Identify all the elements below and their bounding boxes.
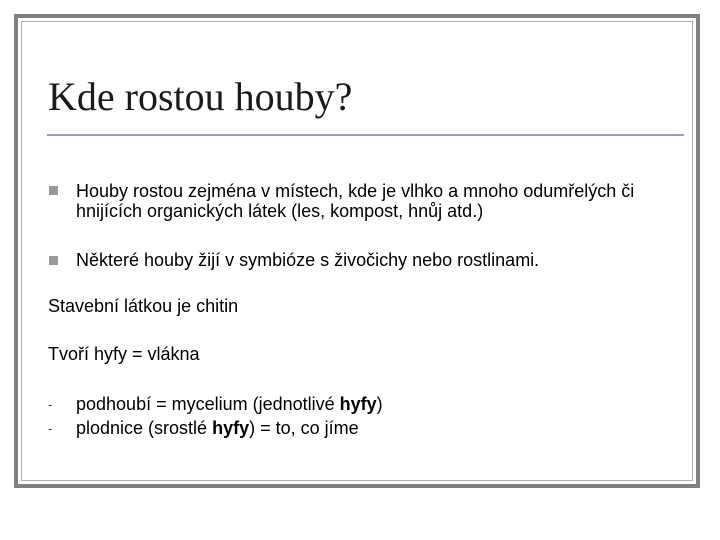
hyphae-line: Tvoří hyfy = vlákna <box>48 344 200 364</box>
bullet-text-2: Některé houby žijí v symbióze s živočichy nebo rostlinami. <box>76 250 540 270</box>
bullet-text-1: Houby rostou zejména v místech, kde je vlhko a mnoho odumřelých či hnijících organických látek (les, kompost, hnůj atd.) <box>76 181 635 221</box>
sub-item-bold: hyfy <box>339 394 377 414</box>
sub-item-text: podhoubí = mycelium (jednotlivé <box>76 394 340 414</box>
square-bullet-icon <box>49 256 58 265</box>
sub-item-bold: hyfy <box>212 418 250 438</box>
slide-title: Kde rostou houby? <box>48 74 353 119</box>
chitin-line: Stavební látkou je chitin <box>48 296 239 316</box>
title-underline <box>47 134 684 136</box>
dash-marker: - <box>48 421 53 436</box>
dash-marker: - <box>48 397 53 412</box>
sub-item-text: plodnice (srostlé <box>76 418 213 438</box>
sub-item-mycelium <box>76 393 383 415</box>
sub-item-text: ) = to, co jíme <box>249 418 359 438</box>
sub-item-fruiting-body <box>76 417 359 439</box>
sub-item-text: ) <box>376 394 383 414</box>
square-bullet-icon <box>49 186 58 195</box>
